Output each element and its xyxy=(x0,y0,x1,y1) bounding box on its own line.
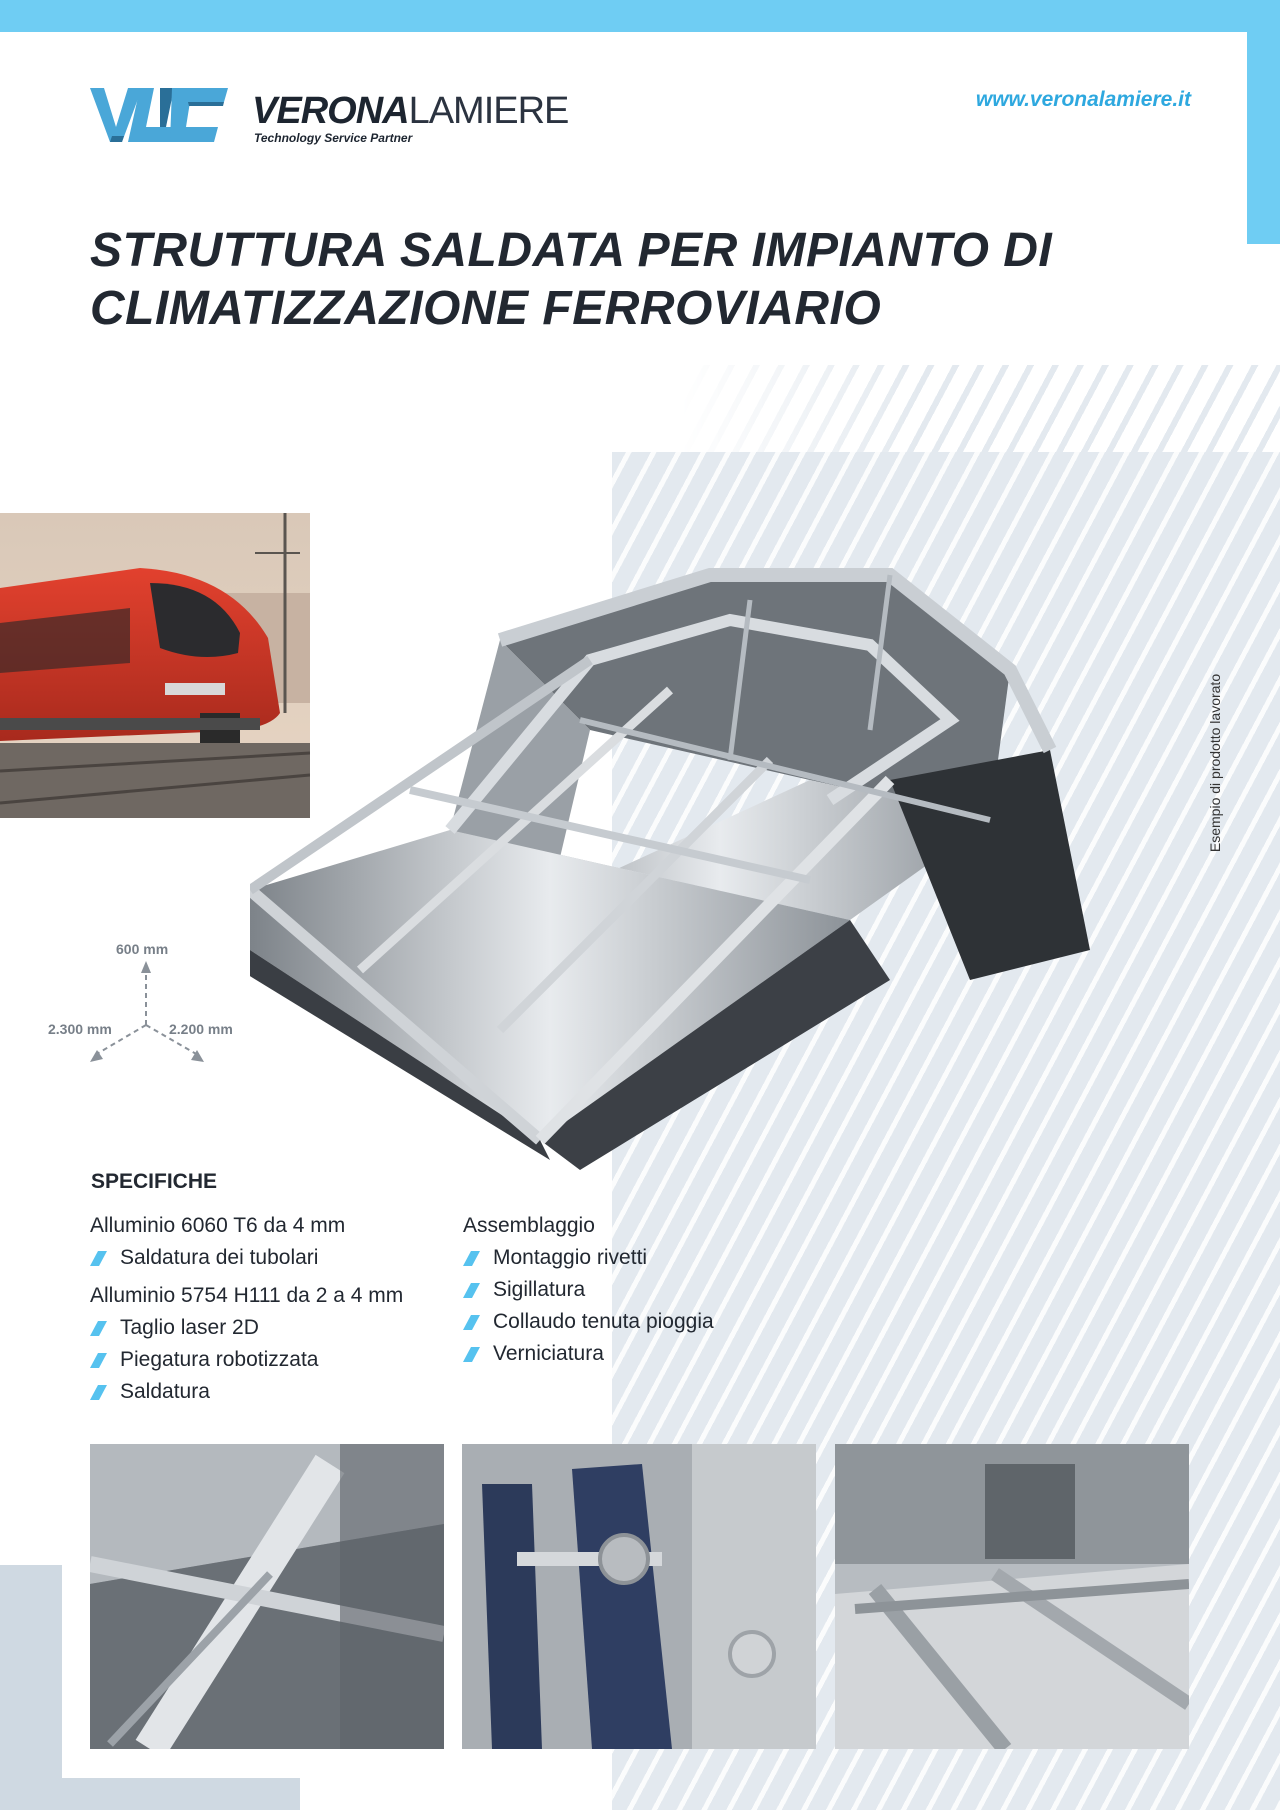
spec-bullet: Piegatura robotizzata xyxy=(90,1344,470,1376)
spec-group xyxy=(90,1210,470,1274)
spec-bullet: Montaggio rivetti xyxy=(463,1242,843,1274)
title-line-1: STRUTTURA SALDATA PER IMPIANTO DI xyxy=(90,224,1053,277)
spec-bullet: Saldatura xyxy=(90,1376,470,1408)
bullet-marker-icon xyxy=(90,1385,107,1400)
dimension-left: 2.300 mm xyxy=(48,1021,112,1037)
detail-photo-hinge xyxy=(462,1444,816,1749)
dimension-right: 2.200 mm xyxy=(169,1021,233,1037)
brand-name: VERONALAMIERE xyxy=(252,90,569,132)
top-accent-bar xyxy=(0,0,1280,32)
title-line-2: CLIMATIZZAZIONE FERROVIARIO xyxy=(90,282,882,335)
detail-photo-interior xyxy=(835,1444,1189,1749)
spec-group-title: Alluminio 5754 H111 da 2 a 4 mm xyxy=(90,1284,404,1307)
right-accent-bar xyxy=(1247,32,1280,244)
bullet-marker-icon xyxy=(463,1315,480,1330)
bottom-left-grey-block xyxy=(0,1565,62,1810)
bullet-marker-icon xyxy=(463,1283,480,1298)
spec-bullet: Sigillatura xyxy=(463,1274,843,1306)
spec-group xyxy=(90,1280,470,1408)
product-photo xyxy=(250,560,1200,1170)
spec-group-title: Assemblaggio xyxy=(463,1214,595,1237)
spec-bullet: Saldatura dei tubolari xyxy=(90,1242,470,1274)
page-title xyxy=(90,222,1090,338)
hatch-pattern-top xyxy=(680,365,1280,465)
bullet-marker-icon xyxy=(90,1353,107,1368)
vl-logo-icon xyxy=(90,85,230,145)
specs-column-2 xyxy=(463,1210,843,1376)
brand-tagline: Technology Service Partner xyxy=(254,131,413,145)
dimension-height: 600 mm xyxy=(116,941,169,957)
spec-bullet: Collaudo tenuta pioggia xyxy=(463,1306,843,1338)
specs-column-1 xyxy=(90,1210,470,1414)
spec-group xyxy=(463,1210,843,1370)
detail-photo-frame-corner xyxy=(90,1444,444,1749)
bullet-marker-icon xyxy=(90,1321,107,1336)
website-link[interactable]: www.veronalamiere.it xyxy=(975,88,1191,111)
spec-bullet: Verniciatura xyxy=(463,1338,843,1370)
bullet-marker-icon xyxy=(463,1347,480,1362)
bottom-grey-strip xyxy=(62,1778,300,1810)
bullet-marker-icon xyxy=(90,1251,107,1266)
side-note: Esempio di prodotto lavorato xyxy=(1207,673,1223,853)
specs-heading: SPECIFICHE xyxy=(91,1170,218,1193)
spec-group-title: Alluminio 6060 T6 da 4 mm xyxy=(90,1214,346,1237)
spec-bullet: Taglio laser 2D xyxy=(90,1312,470,1344)
bullet-marker-icon xyxy=(463,1251,480,1266)
